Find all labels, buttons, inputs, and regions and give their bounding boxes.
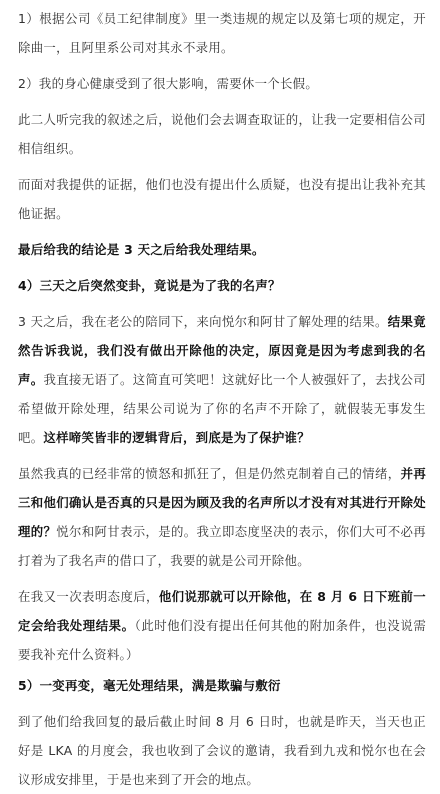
section-heading [18, 671, 426, 700]
bold-text: 这样啼笑皆非的逻辑背后，到底是为了保护谁？ [43, 430, 310, 445]
text-segment: （此时他们没有提出任何其他的附加条件，也没说需要我补充什么资料。） [18, 618, 427, 662]
text-segment: 虽然我真的已经非常的愤怒和抓狂了，但是仍然克制着自己的情绪， [18, 466, 401, 481]
bold-text: 他们说那就可以开除他，在 8 月 6 日下班前一定会给我处理结果。 [18, 589, 426, 633]
bold-text: 结果竟然告诉我说，我们没有做出开除他的决定，原因竟是因为考虑到我的名声。 [18, 314, 426, 387]
bold-text: 并再三和他们确认是否真的只是因为顾及我的名声所以才没有对其进行开除处理的？ [18, 466, 427, 539]
paragraph [18, 170, 426, 228]
text-segment: 到了他们给我回复的最后截止时间 8 月 6 日时，也就是昨天，当天也正好是 LKA 的月度会，我也收到了会议的邀请，我看到九戎和悦尔也在会议形成安排里，于是也来到了开会的地点。 [18, 714, 426, 787]
bold-text: 最后给我的结论是 3 天之后给我处理结果。 [18, 242, 265, 257]
text-segment: 我直接无语了。这简直可笑吧！这就好比一个人被强奸了，去找公司希望做开除处理，结果公司说为了你的名声不开除了，就假装无事发生吧。 [18, 372, 427, 445]
paragraph [18, 235, 426, 264]
paragraph [18, 707, 426, 794]
text-segment: 1）根据公司《员工纪律制度》里一类违规的规定以及第七项的规定，开除曲一，且阿里系公司对其永不录用。 [18, 11, 426, 55]
paragraph [18, 69, 426, 98]
text-segment: 悦尔和阿甘表示，是的。我立即态度坚决的表示，你们大可不必再打着为了我名声的借口了，我要的就是公司开除他。 [18, 524, 427, 568]
text-segment: 3 天之后，我在老公的陪同下，来向悦尔和阿甘了解处理的结果。 [18, 314, 388, 329]
text-segment: 而面对我提供的证据，他们也没有提出什么质疑，也没有提出让我补充其他证据。 [18, 177, 426, 221]
bold-text: 5）一变再变，毫无处理结果，满是欺骗与敷衍 [18, 678, 281, 693]
text-segment: 2）我的身心健康受到了很大影响，需要休一个长假。 [18, 76, 319, 91]
section-heading [18, 271, 426, 300]
text-segment: 在我又一次表明态度后， [18, 589, 159, 604]
paragraph [18, 105, 426, 163]
paragraph [18, 582, 426, 669]
bold-text: 4）三天之后突然变卦，竟说是为了我的名声？ [18, 278, 281, 293]
paragraph [18, 459, 426, 575]
paragraph [18, 307, 426, 452]
paragraph [18, 4, 426, 62]
text-segment: 此二人听完我的叙述之后，说他们会去调查取证的，让我一定要相信公司相信组织。 [18, 112, 426, 156]
